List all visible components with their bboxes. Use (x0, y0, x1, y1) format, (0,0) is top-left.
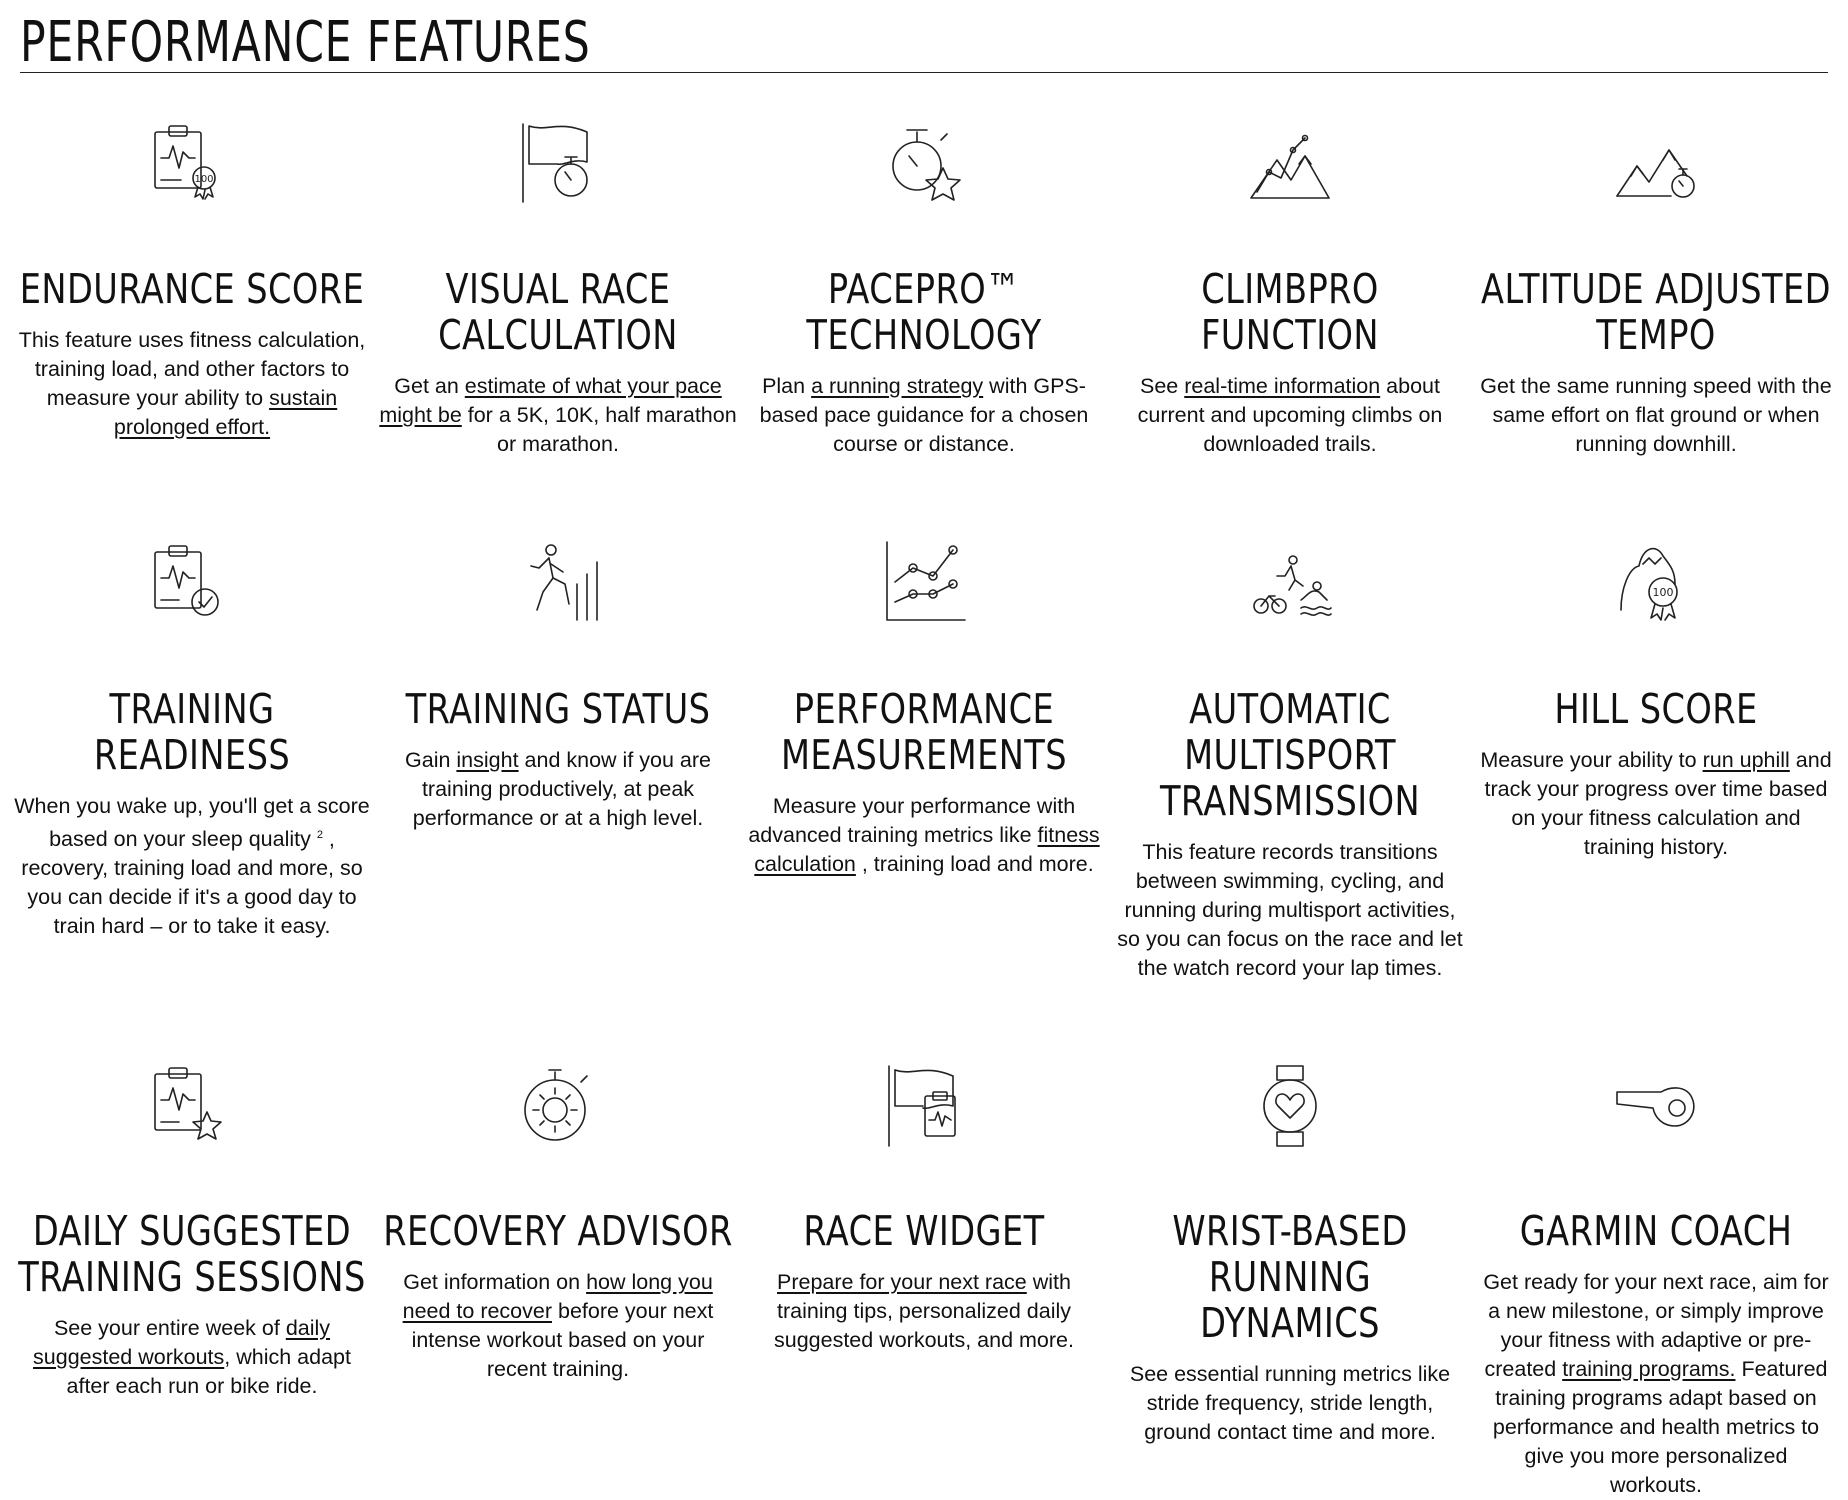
feature-title: ENDURANCE SCORE (19, 265, 365, 313)
feature-title: RACE WIDGET (803, 1207, 1045, 1255)
description-text: Measure your ability to (1480, 748, 1703, 772)
feature-card (1107, 120, 1473, 459)
footnote-marker[interactable]: 2 (316, 829, 323, 841)
recovery-timer-icon (515, 1062, 601, 1148)
description-text: , which adapt after each run or bike ride. (66, 1345, 351, 1398)
feature-description (1107, 1360, 1473, 1447)
description-text: with training tips, personalized daily suggested workouts, and more. (774, 1270, 1074, 1352)
description-text: This feature records transitions between swimming, cycling, and running during multisport activities, so you can focus on the race and let the watch record your lap times. (1117, 840, 1463, 980)
feature-card (375, 120, 741, 459)
flag-stopwatch-icon (515, 120, 601, 206)
description-text: Gain (405, 748, 457, 772)
stopwatch-star-icon (881, 120, 967, 206)
svg-text:100: 100 (194, 174, 214, 185)
feature-description (1473, 746, 1839, 862)
description-text: Measure your performance with advanced training metrics like (748, 794, 1076, 847)
feature-description (9, 792, 375, 941)
feature-link[interactable]: real-time information (1184, 374, 1381, 398)
feature-card (1107, 540, 1473, 983)
feature-title: HILL SCORE (1554, 685, 1758, 733)
line-chart-icon (881, 540, 967, 626)
description-text: See (1140, 374, 1185, 398)
feature-card (375, 1062, 741, 1384)
mountain-stopwatch-icon (1613, 120, 1699, 206)
feature-link[interactable]: training programs. (1562, 1357, 1736, 1381)
description-text: Get an (394, 374, 465, 398)
feature-description (741, 372, 1107, 459)
feature-description (741, 792, 1107, 879)
feature-card (375, 540, 741, 833)
feature-card (741, 540, 1107, 879)
description-text: Featured training programs adapt based on performance and health metrics to give you more personalized workouts. (1492, 1357, 1828, 1497)
feature-description (375, 1268, 741, 1384)
feature-title: RECOVERY ADVISOR (383, 1207, 733, 1255)
feature-description (9, 1314, 375, 1401)
feature-card (741, 1062, 1107, 1355)
feature-link[interactable]: insight (456, 748, 519, 772)
feature-link[interactable]: estimate of what your pace might be (379, 374, 722, 427)
description-text: for a 5K, 10K, half marathon or marathon. (461, 403, 737, 456)
feature-title: TRAINING STATUS (405, 685, 711, 733)
description-text: , training load and more. (855, 852, 1094, 876)
feature-title: ALTITUDE ADJUSTED TEMPO (1481, 265, 1831, 359)
description-text: Get information on (403, 1270, 587, 1294)
feature-card (9, 1062, 375, 1401)
description-text: with GPS-based pace guidance for a chosen course or distance. (759, 374, 1089, 456)
feature-link[interactable]: Prepare for your next race (777, 1270, 1027, 1294)
feature-card (9, 540, 375, 941)
feature-title: AUTOMATIC MULTISPORT TRANSMISSION (1159, 685, 1421, 825)
feature-description (1107, 838, 1473, 983)
feature-description (375, 372, 741, 459)
description-text: Get the same running speed with the same effort on flat ground or when running downhill. (1480, 374, 1832, 456)
whistle-icon (1613, 1062, 1699, 1148)
runner-bars-icon (515, 540, 601, 626)
description-text: before your next intense workout based on your recent training. (411, 1299, 714, 1381)
feature-card (1473, 1062, 1839, 1500)
svg-text:100: 100 (1652, 586, 1674, 599)
feature-description (1473, 372, 1839, 459)
feature-link[interactable]: run uphill (1702, 748, 1790, 772)
triathlon-icon (1247, 540, 1333, 626)
feature-link[interactable]: daily suggested workouts (33, 1316, 331, 1369)
description-text: and track your progress over time based on your fitness calculation and training history. (1484, 748, 1832, 859)
feature-title: PACEPRO™ TECHNOLOGY (806, 265, 1042, 359)
feature-link[interactable]: how long you need to recover (402, 1270, 713, 1323)
page-title: PERFORMANCE FEATURES (20, 10, 591, 75)
clipboard-badge-icon (149, 120, 235, 206)
feature-description (741, 1268, 1107, 1355)
description-text: See essential running metrics like stride frequency, stride length, ground contact time and more. (1129, 1362, 1451, 1444)
feature-title: GARMIN COACH (1519, 1207, 1793, 1255)
feature-title: VISUAL RACE CALCULATION (438, 265, 678, 359)
flag-clipboard-icon (881, 1062, 967, 1148)
description-text: When you wake up, you'll get a score based on your sleep quality (14, 794, 370, 852)
description-text: Get ready for your next race, aim for a new milestone, or simply improve your fitness with adaptive or pre-created (1483, 1270, 1829, 1381)
feature-title: TRAINING READINESS (93, 685, 291, 779)
hill-badge-icon (1613, 540, 1699, 626)
feature-link[interactable]: a running strategy (811, 374, 984, 398)
feature-link[interactable]: fitness calculation (754, 823, 1100, 876)
feature-description (1107, 372, 1473, 459)
description-text: , recovery, training load and more, so you can decide if it's a good day to train hard – or to take it easy. (21, 827, 363, 939)
description-text: Plan (762, 374, 812, 398)
feature-description (375, 746, 741, 833)
description-text: about current and upcoming climbs on downloaded trails. (1137, 374, 1443, 456)
clipboard-check-icon (149, 540, 235, 626)
feature-link[interactable]: sustain prolonged effort. (113, 386, 338, 439)
feature-card (1107, 1062, 1473, 1447)
feature-card (9, 120, 375, 442)
feature-card (1473, 120, 1839, 459)
feature-description (1473, 1268, 1839, 1500)
description-text: and know if you are training productively, at peak performance or at a high level. (412, 748, 711, 830)
feature-card (741, 120, 1107, 459)
description-text: This feature uses fitness calculation, training load, and other factors to measure your ability to (18, 328, 366, 410)
watch-heart-icon (1247, 1062, 1333, 1148)
mountain-graph-icon (1247, 120, 1333, 206)
feature-title: WRIST-BASED RUNNING DYNAMICS (1172, 1207, 1408, 1347)
feature-card (1473, 540, 1839, 862)
feature-title: DAILY SUGGESTED TRAINING SESSIONS (18, 1207, 366, 1301)
feature-title: PERFORMANCE MEASUREMENTS (780, 685, 1068, 779)
feature-title: CLIMBPRO FUNCTION (1201, 265, 1379, 359)
feature-description (9, 326, 375, 442)
description-text: See your entire week of (53, 1316, 286, 1340)
clipboard-star-icon (149, 1062, 235, 1148)
